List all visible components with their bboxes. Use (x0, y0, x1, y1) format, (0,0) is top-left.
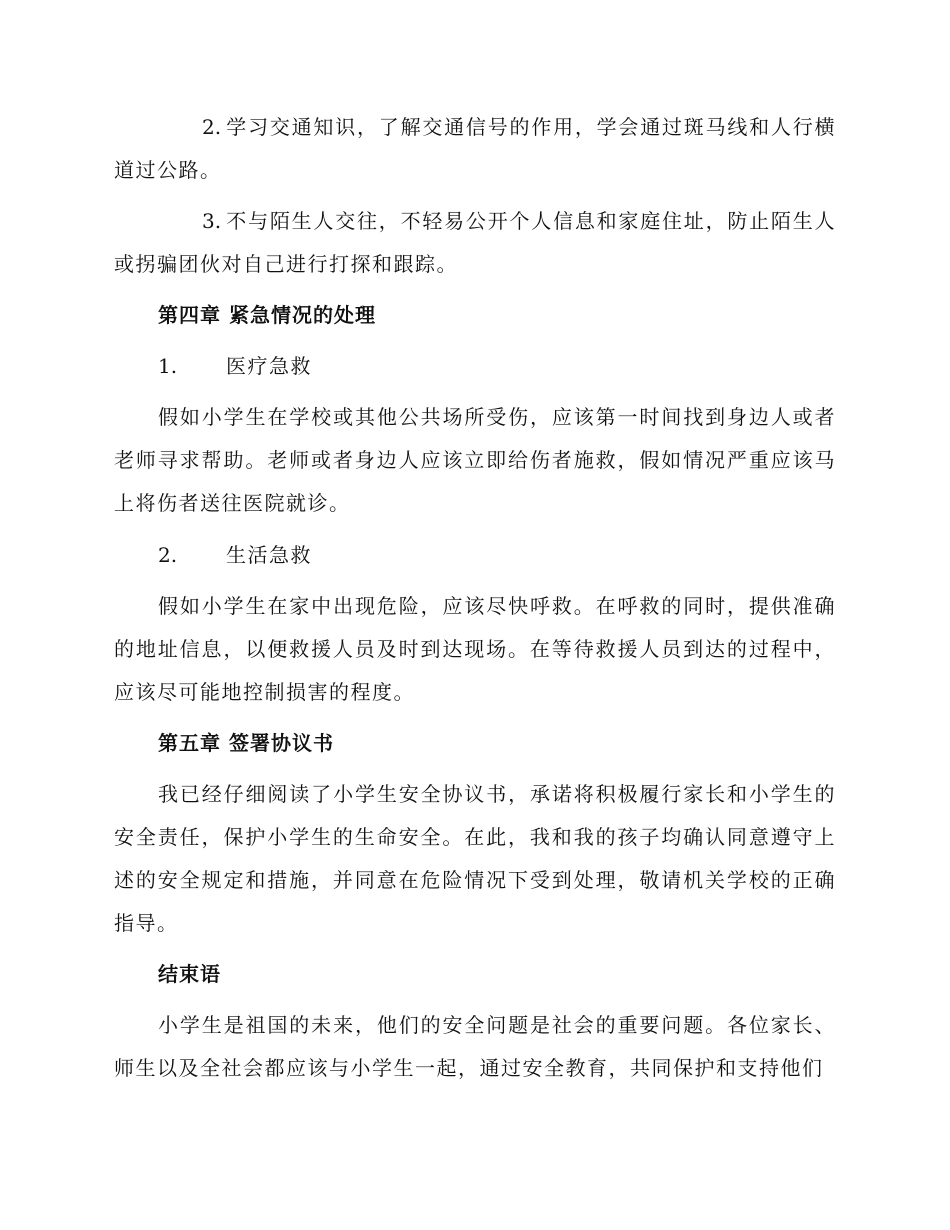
list-item-life (158, 534, 836, 577)
paragraph-life: 假如小学生在家中出现危险，应该尽快呼救。在呼救的同时，提供准确的地址信息，以便救援人员及时到达现场。在等待救援人员到达的过程中，应该尽可能地控制损害的程度。 (114, 594, 836, 704)
list-item-traffic (114, 106, 836, 192)
list-item-text: 生活急救 (226, 543, 312, 567)
list-item-text: 学习交通知识，了解交通信号的作用，学会通过斑马线和人行横道过公路。 (114, 115, 836, 182)
paragraph-conclusion: 小学生是祖国的未来，他们的安全问题是社会的重要问题。各位家长、师生以及全社会都应该与小学生一起，通过安全教育，共同保护和支持他们 (114, 1013, 836, 1080)
list-item-number: 2. (202, 115, 222, 139)
list-item-text: 不与陌生人交往，不轻易公开个人信息和家庭住址，防止陌生人或拐骗团伙对自己进行打探和跟踪。 (114, 209, 836, 276)
list-item-number: 3. (202, 209, 222, 233)
chapter-4-title: 第四章 紧急情况的处理 (158, 303, 376, 327)
list-item-number: 2. (158, 543, 178, 567)
conclusion-title: 结束语 (158, 962, 221, 986)
list-item-medical (158, 345, 836, 388)
paragraph-agreement: 我已经仔细阅读了小学生安全协议书，承诺将积极履行家长和小学生的安全责任，保护小学生的生命安全。在此，我和我的孩子均确认同意遵守上述的安全规定和措施，并同意在危险情况下受到处理，敬请机关学校的正确指导。 (114, 782, 836, 935)
list-item-strangers (114, 200, 836, 286)
paragraph-medical: 假如小学生在学校或其他公共场所受伤，应该第一时间找到身边人或者老师寻求帮助。老师或者身边人应该立即给伤者施救，假如情况严重应该马上将伤者送往医院就诊。 (114, 405, 836, 515)
chapter-5-title: 第五章 签署协议书 (158, 731, 334, 755)
list-item-text: 医疗急救 (226, 354, 312, 378)
list-item-number: 1. (158, 354, 178, 378)
